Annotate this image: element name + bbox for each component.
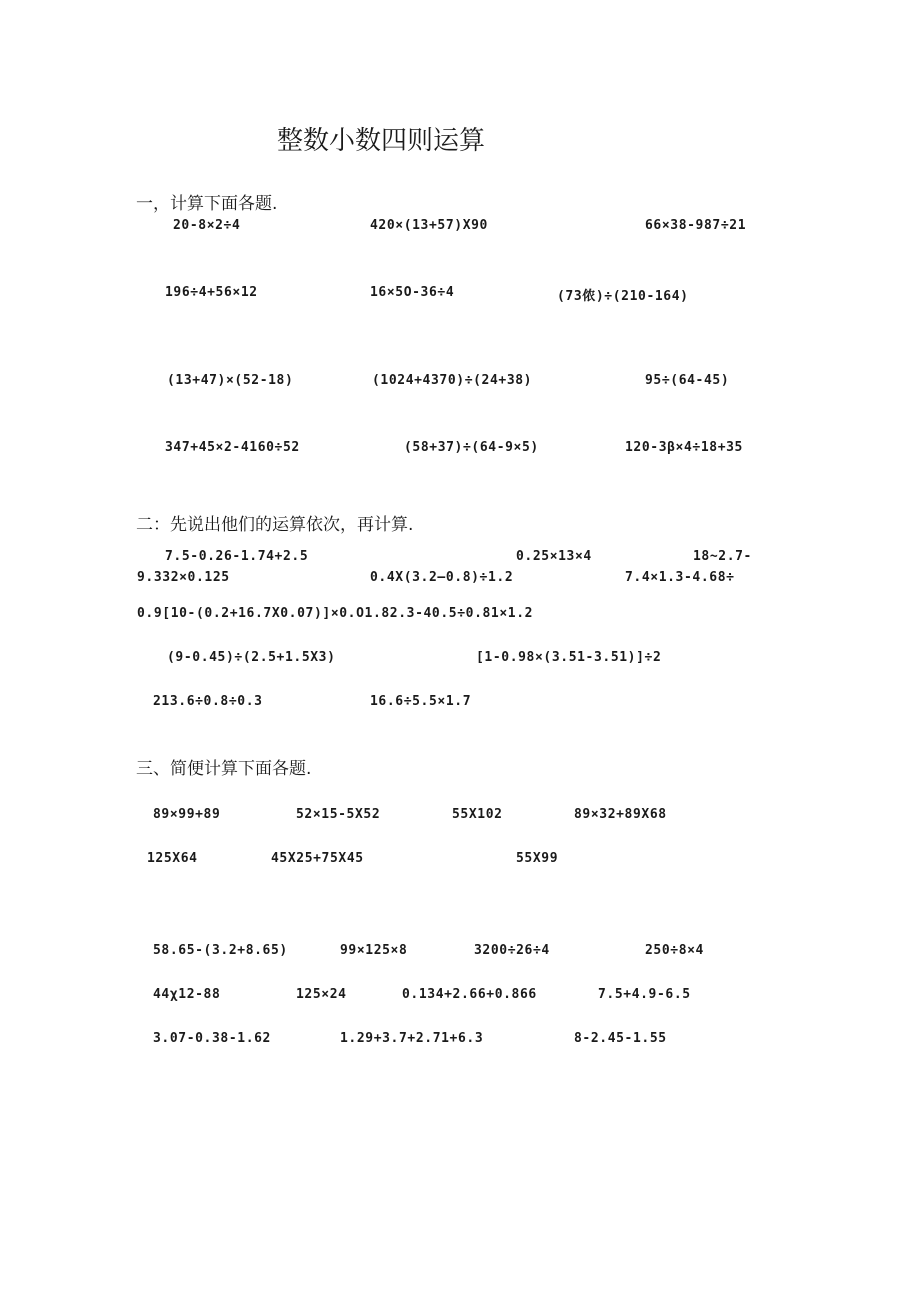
exercise-item: (73侬)÷(210-164) — [557, 289, 689, 304]
exercise-item: 89×32+89X68 — [574, 807, 667, 822]
exercise-item: 0.4X(3.2—0.8)÷1.2 — [370, 570, 514, 585]
exercise-item: 250÷8×4 — [645, 943, 704, 958]
exercise-item: 58.65-(3.2+8.65) — [153, 943, 288, 958]
exercise-item: 0.25×13×4 — [516, 549, 592, 564]
exercise-item: 8-2.45-1.55 — [574, 1031, 667, 1046]
exercise-item: 0.9[10-(0.2+16.7X0.07)]×0.O1.82.3-40.5÷0.81×1.2 — [137, 606, 534, 621]
section-3-heading: 三、简便计算下面各题. — [136, 759, 312, 779]
exercise-item: 55X99 — [516, 851, 559, 866]
exercise-item: 99×125×8 — [340, 943, 408, 958]
exercise-item: (1024+4370)÷(24+38) — [372, 373, 533, 388]
exercise-item: 125×24 — [296, 987, 347, 1002]
exercise-item: 196÷4+56×12 — [165, 285, 258, 300]
exercise-item: 420×(13+57)X90 — [370, 218, 488, 233]
exercise-item: 7.4×1.3-4.68÷ — [625, 570, 735, 585]
exercise-item: (9-0.45)÷(2.5+1.5X3) — [167, 650, 336, 665]
exercise-item: 7.5-0.26-1.74+2.5 — [165, 549, 309, 564]
exercise-item: 44χ12-88 — [153, 987, 221, 1002]
exercise-item: 52×15-5X52 — [296, 807, 381, 822]
exercise-item: 213.6÷0.8÷0.3 — [153, 694, 263, 709]
exercise-item: 45X25+75X45 — [271, 851, 364, 866]
section-1-heading: 一，计算下面各题. — [136, 194, 278, 214]
exercise-item: 347+45×2-4160÷52 — [165, 440, 300, 455]
exercise-item: 18~2.7- — [693, 549, 752, 564]
exercise-item: 3.07-0.38-1.62 — [153, 1031, 271, 1046]
exercise-item: 0.134+2.66+0.866 — [402, 987, 537, 1002]
exercise-item: 16×5O-36÷4 — [370, 285, 455, 300]
exercise-item: 3200÷26÷4 — [474, 943, 550, 958]
exercise-item: 95÷(64-45) — [645, 373, 730, 388]
exercise-item: 16.6÷5.5×1.7 — [370, 694, 472, 709]
exercise-item: 20-8×2÷4 — [173, 218, 241, 233]
exercise-item: 55X102 — [452, 807, 503, 822]
section-2-heading: 二：先说出他们的运算依次，再计算. — [136, 515, 414, 535]
exercise-item: [1-0.98×(3.51-3.51)]÷2 — [476, 650, 662, 665]
exercise-item: 120-3β×4÷18+35 — [625, 440, 743, 455]
exercise-item: 1.29+3.7+2.71+6.3 — [340, 1031, 484, 1046]
exercise-item: (58+37)÷(64-9×5) — [404, 440, 539, 455]
exercise-item: 9.332×0.125 — [137, 570, 230, 585]
exercise-item: 7.5+4.9-6.5 — [598, 987, 691, 1002]
exercise-item: 125X64 — [147, 851, 198, 866]
page-title: 整数小数四则运算 — [277, 126, 486, 156]
exercise-item: 89×99+89 — [153, 807, 221, 822]
exercise-item: 66×38-987÷21 — [645, 218, 747, 233]
exercise-item: (13+47)×(52-18) — [167, 373, 294, 388]
